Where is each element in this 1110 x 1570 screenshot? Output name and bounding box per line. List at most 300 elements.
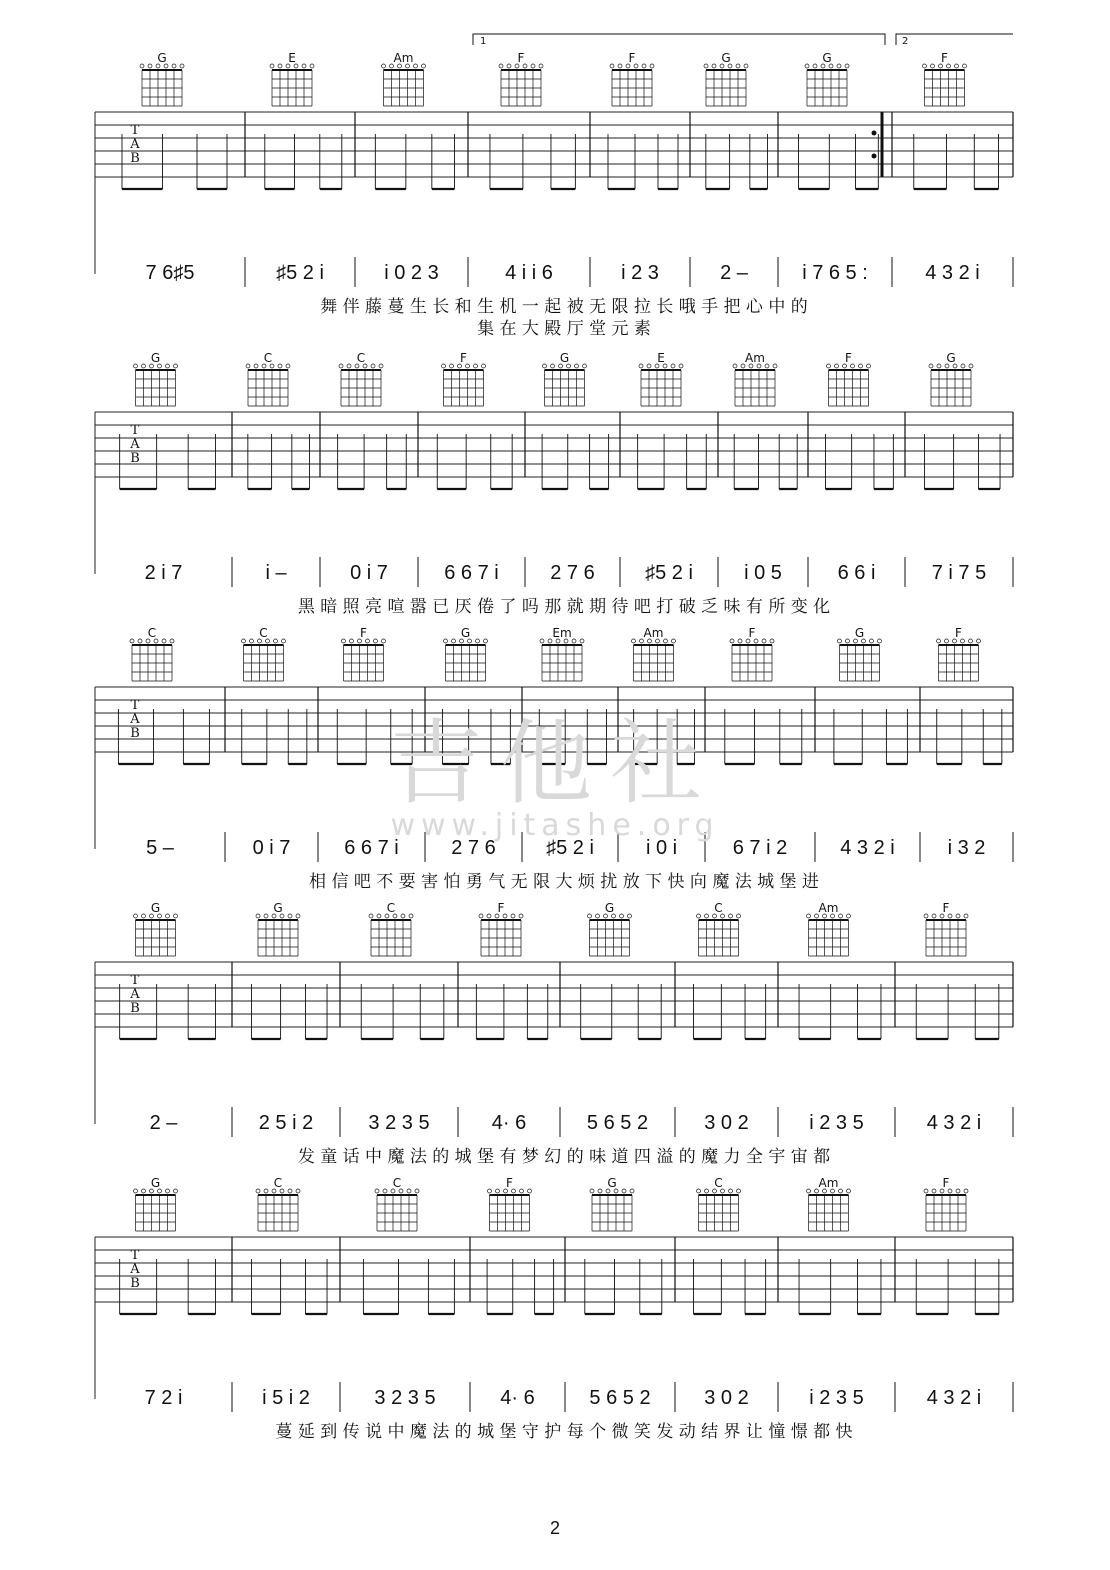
- open-string-marker: [955, 64, 959, 68]
- open-string-marker: [650, 64, 654, 68]
- open-string-marker: [375, 1189, 379, 1193]
- chord-name: C: [714, 901, 723, 915]
- measure-5: [542, 351, 620, 587]
- open-string-marker: [588, 914, 592, 918]
- open-string-marker: [371, 364, 375, 368]
- chord-name: G: [854, 626, 865, 640]
- chord-diagram: [730, 626, 774, 681]
- open-string-marker: [931, 64, 935, 68]
- chord-diagram: [256, 901, 300, 956]
- open-string-marker: [511, 914, 515, 918]
- open-string-marker: [166, 364, 170, 368]
- open-string-marker: [466, 364, 470, 368]
- lyric-line: 蔓 延 到 传 说 中 魔 法 的 城 堡 守 护 每 个 微 笑 发 动 结 界 让 憧 憬 都 快: [275, 1422, 853, 1442]
- chord-diagram: [246, 351, 290, 406]
- open-string-marker: [422, 64, 426, 68]
- open-string-marker: [630, 1189, 634, 1193]
- watermark-logo: 吉他社: [389, 710, 720, 817]
- chord-diagram: [610, 51, 654, 106]
- chord-name: G: [946, 351, 956, 365]
- tab-clef-letter: B: [130, 1276, 140, 1291]
- chord-diagram: [540, 626, 584, 681]
- open-string-marker: [264, 1189, 268, 1193]
- open-string-marker: [409, 914, 413, 918]
- chord-diagram: [369, 901, 413, 956]
- chord-name: F: [497, 901, 505, 915]
- repeat-dot: [872, 131, 877, 136]
- tab-clef-letter: B: [130, 1001, 140, 1016]
- page-number: 2: [549, 1518, 560, 1538]
- numbered-notation: 5 6 5 2: [586, 1112, 649, 1134]
- open-string-marker: [815, 1189, 819, 1193]
- open-string-marker: [737, 1189, 741, 1193]
- repeat-sign: [872, 112, 883, 177]
- chord-name: F: [941, 51, 948, 65]
- chord-name: G: [150, 901, 161, 915]
- open-string-marker: [770, 639, 774, 643]
- measure-3: [338, 351, 418, 587]
- chord-diagram: [924, 1176, 968, 1231]
- open-string-marker: [543, 364, 547, 368]
- measure-4: [490, 51, 590, 287]
- open-string-marker: [474, 364, 478, 368]
- open-string-marker: [174, 914, 178, 918]
- open-string-marker: [452, 639, 456, 643]
- open-string-marker: [618, 64, 622, 68]
- measure-8: [834, 626, 920, 862]
- open-string-marker: [765, 364, 769, 368]
- open-string-marker: [733, 364, 737, 368]
- open-string-marker: [383, 1189, 387, 1193]
- open-string-marker: [539, 64, 543, 68]
- open-string-marker: [839, 914, 843, 918]
- open-string-marker: [729, 914, 733, 918]
- open-string-marker: [847, 1189, 851, 1193]
- numbered-notation: 2 7 6: [550, 562, 595, 584]
- chord-name: F: [942, 1176, 950, 1190]
- open-string-marker: [575, 364, 579, 368]
- open-string-marker: [754, 639, 758, 643]
- numbered-notation: 2 –: [149, 1112, 178, 1134]
- chord-diagram: [807, 901, 851, 956]
- open-string-marker: [488, 1189, 492, 1193]
- open-string-marker: [366, 639, 370, 643]
- open-string-marker: [948, 1189, 952, 1193]
- chord-name: Am: [643, 626, 664, 640]
- numbered-notation: 4 3 2 i: [840, 837, 895, 859]
- measure-6: [632, 626, 706, 862]
- measure-8: [914, 51, 1013, 287]
- numbered-notation: 7 i 7 5: [931, 562, 987, 584]
- open-string-marker: [671, 364, 675, 368]
- open-string-marker: [444, 639, 448, 643]
- open-string-marker: [737, 914, 741, 918]
- chord-diagram: [805, 51, 849, 106]
- open-string-marker: [274, 639, 278, 643]
- chord-diagram: [733, 351, 777, 406]
- open-string-marker: [583, 364, 587, 368]
- chord-diagram: [697, 901, 741, 956]
- measure-7: [799, 901, 895, 1137]
- tab-clef-letter: B: [130, 151, 140, 166]
- numbered-notation: 4 3 2 i: [925, 262, 980, 284]
- open-string-marker: [932, 914, 936, 918]
- open-string-marker: [932, 1189, 936, 1193]
- chord-diagram: [929, 351, 973, 406]
- volta-2-bracket: [896, 34, 1013, 45]
- system-3: [95, 626, 1013, 892]
- open-string-marker: [503, 914, 507, 918]
- chord-name: G: [273, 901, 283, 915]
- measure-7: [799, 51, 892, 287]
- tab-clef-letter: T: [130, 973, 140, 988]
- chord-diagram: [444, 626, 488, 681]
- chord-name: F: [628, 51, 636, 65]
- open-string-marker: [870, 639, 874, 643]
- open-string-marker: [450, 364, 454, 368]
- open-string-marker: [672, 639, 676, 643]
- system-5: [95, 1176, 1013, 1442]
- chord-name: G: [822, 51, 832, 65]
- measure-7: [725, 626, 815, 862]
- numbered-notation: 0 i 7: [350, 562, 388, 584]
- open-string-marker: [738, 639, 742, 643]
- chord-diagram: [488, 1176, 532, 1231]
- chord-diagram: [375, 1176, 419, 1231]
- open-string-marker: [377, 914, 381, 918]
- measure-7: [733, 351, 808, 587]
- open-string-marker: [969, 364, 973, 368]
- chord-name: F: [517, 51, 525, 65]
- open-string-marker: [596, 914, 600, 918]
- open-string-marker: [867, 364, 871, 368]
- open-string-marker: [166, 914, 170, 918]
- open-string-marker: [961, 639, 965, 643]
- chord-name: Am: [393, 51, 414, 65]
- measure-4: [437, 351, 525, 587]
- open-string-marker: [499, 64, 503, 68]
- open-string-marker: [813, 64, 817, 68]
- open-string-marker: [580, 639, 584, 643]
- open-string-marker: [551, 364, 555, 368]
- open-string-marker: [310, 64, 314, 68]
- open-string-marker: [382, 639, 386, 643]
- open-string-marker: [741, 364, 745, 368]
- chord-diagram: [134, 1176, 178, 1231]
- open-string-marker: [382, 64, 386, 68]
- system-2: [95, 351, 1013, 617]
- numbered-notation: 7 2 i: [144, 1387, 183, 1409]
- open-string-marker: [923, 64, 927, 68]
- chord-diagram: [242, 626, 286, 681]
- chord-name: G: [460, 626, 471, 640]
- open-string-marker: [256, 1189, 260, 1193]
- open-string-marker: [956, 914, 960, 918]
- numbered-notation: 7 6♯5: [145, 262, 195, 284]
- open-string-marker: [288, 1189, 292, 1193]
- chord-name: F: [942, 901, 950, 915]
- numbered-notation: i 2 3 5: [809, 1112, 864, 1134]
- open-string-marker: [639, 364, 643, 368]
- chord-name: F: [748, 626, 756, 640]
- numbered-notation: 4 i i 6: [505, 262, 553, 284]
- open-string-marker: [705, 914, 709, 918]
- open-string-marker: [961, 364, 965, 368]
- chord-diagram: [134, 901, 178, 956]
- open-string-marker: [476, 639, 480, 643]
- chord-name: C: [392, 1176, 402, 1190]
- numbered-notation: i 0 2 3: [384, 262, 439, 284]
- numbered-notation: i 0 5: [744, 562, 782, 584]
- open-string-marker: [805, 64, 809, 68]
- numbered-notation: i 7 6 5 :: [802, 262, 868, 284]
- tab-clef-letter: A: [130, 1262, 140, 1277]
- open-string-marker: [250, 639, 254, 643]
- tab-clef-letter: T: [130, 423, 140, 438]
- open-string-marker: [519, 914, 523, 918]
- open-string-marker: [520, 1189, 524, 1193]
- open-string-marker: [523, 64, 527, 68]
- open-string-marker: [697, 914, 701, 918]
- open-string-marker: [704, 64, 708, 68]
- open-string-marker: [947, 64, 951, 68]
- chord-diagram: [442, 351, 486, 406]
- open-string-marker: [640, 639, 644, 643]
- measure-1: [122, 51, 245, 287]
- open-string-marker: [815, 914, 819, 918]
- open-string-marker: [174, 1189, 178, 1193]
- measure-5: [585, 1176, 675, 1412]
- numbered-notation: i 5 i 2: [262, 1387, 310, 1409]
- open-string-marker: [730, 639, 734, 643]
- open-string-marker: [572, 639, 576, 643]
- open-string-marker: [948, 914, 952, 918]
- open-string-marker: [242, 639, 246, 643]
- measure-9: [924, 351, 1013, 587]
- measure-2: [242, 626, 319, 862]
- open-string-marker: [598, 1189, 602, 1193]
- chord-name: C: [356, 351, 366, 365]
- chord-name: Am: [818, 1176, 839, 1190]
- numbered-notation: 6 6 7 i: [344, 837, 399, 859]
- open-string-marker: [148, 64, 152, 68]
- open-string-marker: [479, 914, 483, 918]
- open-string-marker: [969, 639, 973, 643]
- open-string-marker: [496, 1189, 500, 1193]
- open-string-marker: [162, 639, 166, 643]
- measure-1: [118, 626, 225, 862]
- open-string-marker: [415, 1189, 419, 1193]
- open-string-marker: [134, 1189, 138, 1193]
- open-string-marker: [270, 64, 274, 68]
- open-string-marker: [839, 1189, 843, 1193]
- open-string-marker: [507, 64, 511, 68]
- open-string-marker: [705, 1189, 709, 1193]
- lyric-line: 集 在 大 殿 厅 堂 元 素: [477, 319, 651, 339]
- open-string-marker: [851, 364, 855, 368]
- open-string-marker: [697, 1189, 701, 1193]
- open-string-marker: [937, 364, 941, 368]
- open-string-marker: [663, 364, 667, 368]
- open-string-marker: [342, 639, 346, 643]
- open-string-marker: [246, 364, 250, 368]
- lyric-line: 发 童 话 中 魔 法 的 城 堡 有 梦 幻 的 味 道 四 溢 的 魔 力 全 宇 宙 都: [297, 1147, 831, 1167]
- open-string-marker: [296, 1189, 300, 1193]
- measure-9: [937, 626, 1014, 862]
- open-string-marker: [632, 639, 636, 643]
- chord-name: C: [259, 626, 268, 640]
- measure-4: [476, 901, 560, 1137]
- open-string-marker: [414, 64, 418, 68]
- chord-name: G: [150, 351, 161, 365]
- open-string-marker: [838, 639, 842, 643]
- measure-5: [608, 51, 690, 287]
- measure-5: [581, 901, 675, 1137]
- open-string-marker: [142, 364, 146, 368]
- chord-name: F: [506, 1176, 513, 1190]
- open-string-marker: [256, 914, 260, 918]
- chord-diagram: [704, 51, 748, 106]
- chord-diagram: [134, 351, 178, 406]
- open-string-marker: [590, 1189, 594, 1193]
- volta-1-bracket: [473, 34, 885, 45]
- numbered-notation: i 2 3: [621, 262, 659, 284]
- open-string-marker: [729, 1189, 733, 1193]
- numbered-notation: 2 –: [720, 262, 748, 284]
- numbered-notation: 2 7 6: [451, 837, 496, 859]
- measure-8: [916, 1176, 1013, 1412]
- open-string-marker: [528, 1189, 532, 1193]
- chord-diagram: [342, 626, 386, 681]
- open-string-marker: [773, 364, 777, 368]
- tab-clef-letter: T: [130, 698, 140, 713]
- open-string-marker: [845, 64, 849, 68]
- chord-diagram: [923, 51, 967, 106]
- lyric-line: 相 信 吧 不 要 害 怕 勇 气 无 限 大 烦 扰 放 下 快 向 魔 法 城 堡 进: [309, 872, 819, 892]
- open-string-marker: [837, 64, 841, 68]
- open-string-marker: [647, 364, 651, 368]
- numbered-notation: 2 5 i 2: [258, 1112, 314, 1134]
- open-string-marker: [634, 64, 638, 68]
- chord-diagram: [632, 626, 676, 681]
- chord-diagram: [499, 51, 543, 106]
- open-string-marker: [350, 639, 354, 643]
- chord-name: E: [657, 351, 665, 365]
- open-string-marker: [294, 64, 298, 68]
- measure-8: [916, 901, 1013, 1137]
- measure-2: [265, 51, 355, 287]
- open-string-marker: [174, 364, 178, 368]
- numbered-notation: 3 0 2: [704, 1112, 749, 1134]
- measure-3: [375, 51, 468, 287]
- open-string-marker: [138, 639, 142, 643]
- measure-6: [638, 351, 718, 587]
- open-string-marker: [712, 64, 716, 68]
- lyric-line: 黑 暗 照 亮 喧 嚣 已 厌 倦 了 吗 那 就 期 待 吧 打 破 乏 味 有 所 变 化: [297, 597, 831, 617]
- numbered-notation: 6 7 i 2: [732, 837, 788, 859]
- open-string-marker: [531, 64, 535, 68]
- chord-name: C: [386, 901, 396, 915]
- open-string-marker: [642, 64, 646, 68]
- open-string-marker: [282, 639, 286, 643]
- measure-6: [704, 51, 778, 287]
- numbered-notation: 4 3 2 i: [926, 1112, 982, 1134]
- numbered-notation: 4 3 2 i: [926, 1387, 982, 1409]
- measure-4: [487, 1176, 565, 1412]
- open-string-marker: [610, 64, 614, 68]
- open-string-marker: [628, 914, 632, 918]
- open-string-marker: [369, 914, 373, 918]
- numbered-notation: 0 i 7: [252, 837, 291, 859]
- numbered-notation: 3 2 3 5: [374, 1387, 436, 1409]
- chord-name: Em: [552, 626, 572, 640]
- measure-1: [120, 1176, 232, 1412]
- open-string-marker: [278, 364, 282, 368]
- open-string-marker: [130, 639, 134, 643]
- measure-2: [251, 1176, 340, 1412]
- chord-name: C: [263, 351, 273, 365]
- open-string-marker: [134, 364, 138, 368]
- open-string-marker: [142, 1189, 146, 1193]
- open-string-marker: [296, 914, 300, 918]
- tab-clef-letter: T: [130, 123, 140, 138]
- open-string-marker: [548, 639, 552, 643]
- numbered-notation: ♯5 2 i: [276, 262, 324, 284]
- open-string-marker: [827, 364, 831, 368]
- open-string-marker: [286, 364, 290, 368]
- open-string-marker: [374, 639, 378, 643]
- measure-5: [539, 626, 618, 862]
- open-string-marker: [172, 64, 176, 68]
- chord-diagram: [382, 51, 426, 106]
- chord-name: G: [721, 51, 731, 65]
- measure-3: [363, 1176, 470, 1412]
- chord-diagram: [697, 1176, 741, 1231]
- open-string-marker: [512, 1189, 516, 1193]
- open-string-marker: [807, 914, 811, 918]
- measure-6: [694, 901, 778, 1137]
- open-string-marker: [142, 914, 146, 918]
- open-string-marker: [347, 364, 351, 368]
- open-string-marker: [924, 914, 928, 918]
- open-string-marker: [166, 1189, 170, 1193]
- open-string-marker: [379, 364, 383, 368]
- open-string-marker: [484, 639, 488, 643]
- chord-name: F: [845, 351, 852, 365]
- measure-1: [120, 351, 232, 587]
- lyric-line: 舞 伴 藤 蔓 生 长 和 生 机 一 起 被 无 限 拉 长 哦 手 把 心 中 的: [320, 297, 808, 317]
- chord-name: C: [273, 1176, 283, 1190]
- system-4: [95, 901, 1013, 1167]
- chord-name: C: [714, 1176, 723, 1190]
- system-1: [95, 51, 1013, 339]
- open-string-marker: [482, 364, 486, 368]
- open-string-marker: [487, 914, 491, 918]
- volta-brackets: [473, 34, 1013, 47]
- open-string-marker: [762, 639, 766, 643]
- tab-clef-letter: B: [130, 451, 140, 466]
- chord-diagram: [479, 901, 523, 956]
- open-string-marker: [620, 914, 624, 918]
- volta-2-label: 2: [902, 36, 909, 47]
- chord-name: F: [460, 351, 467, 365]
- open-string-marker: [736, 64, 740, 68]
- open-string-marker: [964, 1189, 968, 1193]
- numbered-notation: ♯5 2 i: [645, 562, 693, 584]
- measure-6: [694, 1176, 778, 1412]
- chord-name: E: [288, 51, 296, 65]
- numbered-notation: 3 2 3 5: [368, 1112, 430, 1134]
